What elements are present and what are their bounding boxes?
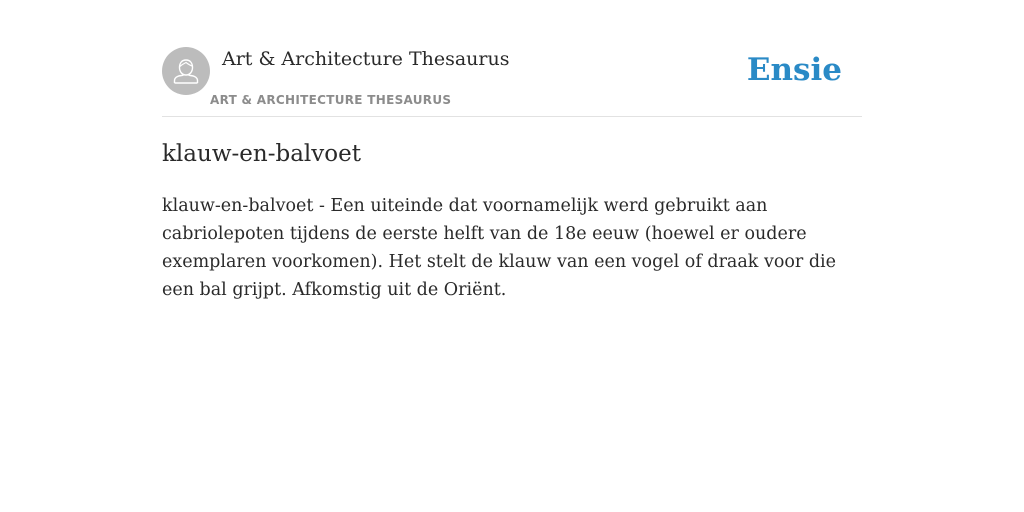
source-header bbox=[162, 47, 862, 117]
user-outline-icon bbox=[162, 47, 210, 95]
term-title: klauw-en-balvoet bbox=[162, 141, 361, 167]
ensie-logo[interactable]: Ensie bbox=[746, 52, 842, 88]
term-definition: klauw-en-balvoet - Een uiteinde dat voornamelijk werd gebruikt aan cabriolepoten tijdens de eerste helft van de 18e eeuw (hoewel er oudere exemplaren voorkomen). Het stelt de klauw van een vogel of draak voor die een bal grijpt. Afkomstig uit de Oriënt. bbox=[162, 196, 837, 300]
source-avatar[interactable] bbox=[162, 47, 210, 95]
source-subtitle[interactable]: ART & ARCHITECTURE THESAURUS bbox=[210, 93, 452, 107]
source-title[interactable]: Art & Architecture Thesaurus bbox=[222, 48, 510, 70]
